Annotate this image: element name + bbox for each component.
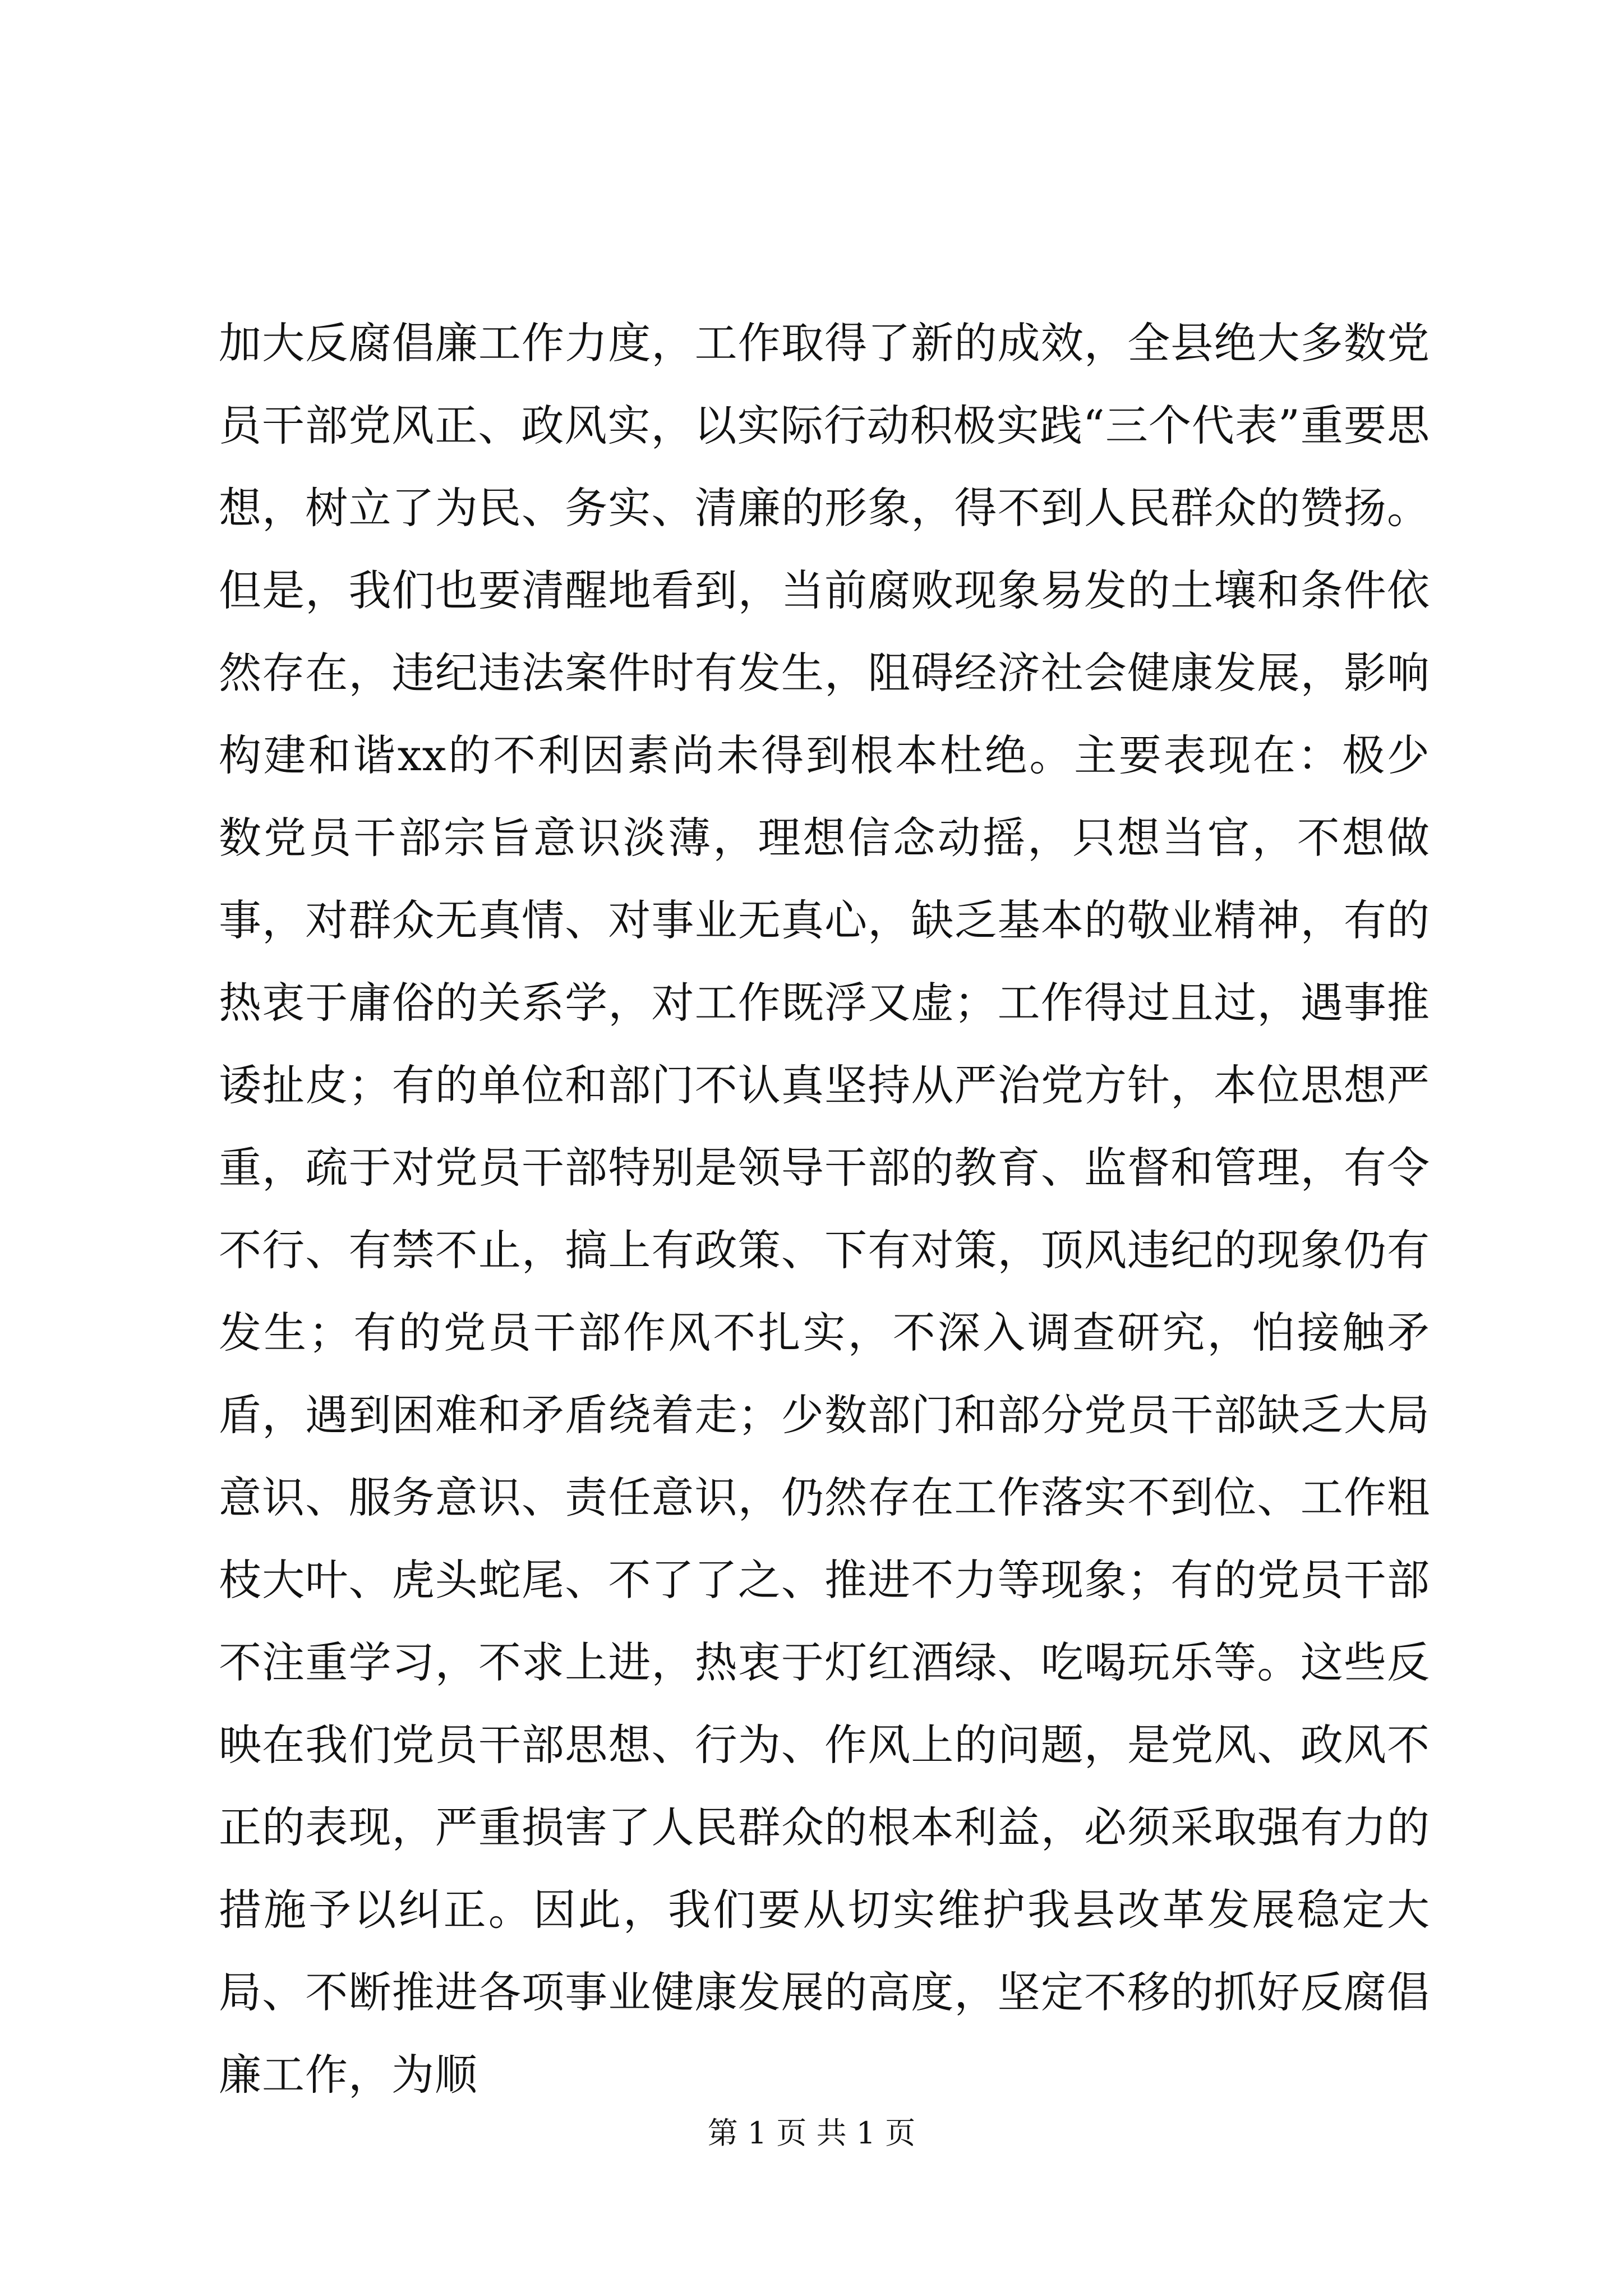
body-paragraph: 加大反腐倡廉工作力度，工作取得了新的成效，全县绝大多数党员干部党风正、政风实，以实际行动积极实践“三个代表”重要思想，树立了为民、务实、清廉的形象，得不到人民群众的赞扬。但是，我们也要清醒地看到，当前腐败现象易发的土壤和条件依然存在，违纪违法案件时有发生，阻碍经济社会健康发展，影响构建和谐xx的不利因素尚未得到根本杜绝。主要表现在：极少数党员干部宗旨意识淡薄，理想信念动摇，只想当官，不想做事，对群众无真情、对事业无真心，缺乏基本的敬业精神，有的热衷于庸俗的关系学，对工作既浮又虚；工作得过且过，遇事推诿扯皮；有的单位和部门不认真坚持从严治党方针，本位思想严重，疏于对党员干部特别是领导干部的教育、监督和管理，有令不行、有禁不止，搞上有政策、下有对策，顶风违纪的现象仍有发生；有的党员干部作风不扎实，不深入调查研究，怕接触矛盾，遇到困难和矛盾绕着走；少数部门和部分党员干部缺乏大局意识、服务意识、责任意识，仍然存在工作落实不到位、工作粗枝大叶、虎头蛇尾、不了了之、推进不力等现象；有的党员干部不注重学习，不求上进，热衷于灯红酒绿、吃喝玩乐等。这些反映在我们党员干部思想、行为、作风上的问题，是党风、政风不正的表现，严重损害了人民群众的根本利益，必须采取强有力的措施予以纠正。因此，我们要从切实维护我县改革发展稳定大局、不断推进各项事业健康发展的高度，坚定不移的抓好反腐倡廉工作，为顺 [219, 318, 1430, 2100]
page-footer: 第 1 页 共 1 页 [707, 2115, 916, 2151]
